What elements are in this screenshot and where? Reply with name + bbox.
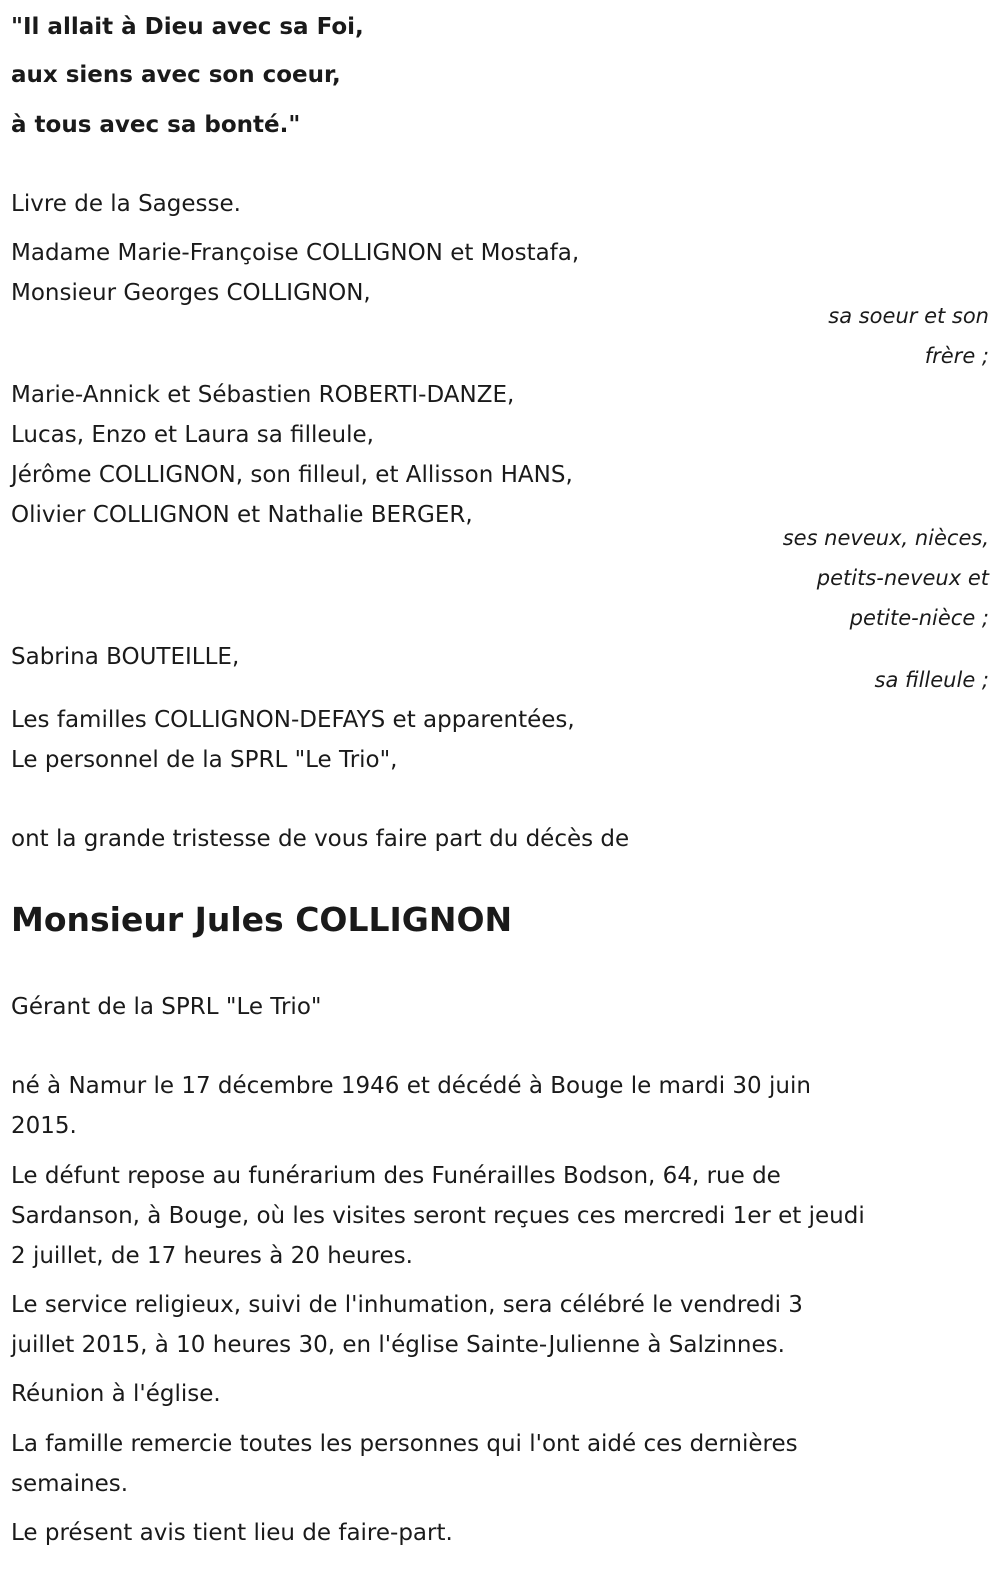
birth-death-text: 2015.: [11, 1113, 77, 1139]
repose-text: Sardanson, à Bouge, où les visites seront reçues ces mercredi 1er et jeudi: [11, 1203, 865, 1229]
relation-label: ses neveux, nièces,: [782, 526, 989, 550]
family-member: Monsieur Georges COLLIGNON,: [11, 280, 371, 306]
deceased-name: Monsieur Jules COLLIGNON: [11, 900, 513, 939]
repose-text: Le défunt repose au funérarium des Funérailles Bodson, 64, rue de: [11, 1163, 781, 1189]
service-text: Le service religieux, suivi de l'inhumation, sera célébré le vendredi 3: [11, 1292, 803, 1318]
birth-death-text: né à Namur le 17 décembre 1946 et décédé à Bouge le mardi 30 juin: [11, 1073, 811, 1099]
family-member: Lucas, Enzo et Laura sa filleule,: [11, 422, 374, 448]
deceased-title: Gérant de la SPRL "Le Trio": [11, 994, 322, 1020]
quote-line-2: aux siens avec son coeur,: [11, 62, 341, 88]
relation-label: sa soeur et son: [828, 304, 989, 328]
family-member: Marie-Annick et Sébastien ROBERTI-DANZE,: [11, 382, 515, 408]
family-member: Madame Marie-Françoise COLLIGNON et Mostafa,: [11, 240, 580, 266]
relation-label: petits-neveux et: [816, 566, 989, 590]
family-member: Jérôme COLLIGNON, son filleul, et Allisson HANS,: [11, 462, 573, 488]
family-member: Olivier COLLIGNON et Nathalie BERGER,: [11, 502, 473, 528]
announcement-text: ont la grande tristesse de vous faire part du décès de: [11, 826, 630, 852]
family-member: Sabrina BOUTEILLE,: [11, 644, 240, 670]
relation-label: petite-nièce ;: [849, 606, 989, 630]
repose-text: 2 juillet, de 17 heures à 20 heures.: [11, 1243, 413, 1269]
relation-label: frère ;: [924, 344, 989, 368]
closing-text: Le présent avis tient lieu de faire-part.: [11, 1520, 453, 1546]
family-member: Le personnel de la SPRL "Le Trio",: [11, 747, 398, 773]
reunion-text: Réunion à l'église.: [11, 1381, 221, 1407]
family-member: Les familles COLLIGNON-DEFAYS et apparentées,: [11, 707, 575, 733]
service-text: juillet 2015, à 10 heures 30, en l'église Sainte-Julienne à Salzinnes.: [11, 1332, 785, 1358]
quote-source: Livre de la Sagesse.: [11, 191, 241, 217]
thanks-text: La famille remercie toutes les personnes qui l'ont aidé ces dernières: [11, 1431, 798, 1457]
quote-line-1: "Il allait à Dieu avec sa Foi,: [11, 14, 364, 40]
relation-label: sa filleule ;: [874, 668, 989, 692]
thanks-text: semaines.: [11, 1471, 129, 1497]
quote-line-3: à tous avec sa bonté.": [11, 112, 301, 138]
